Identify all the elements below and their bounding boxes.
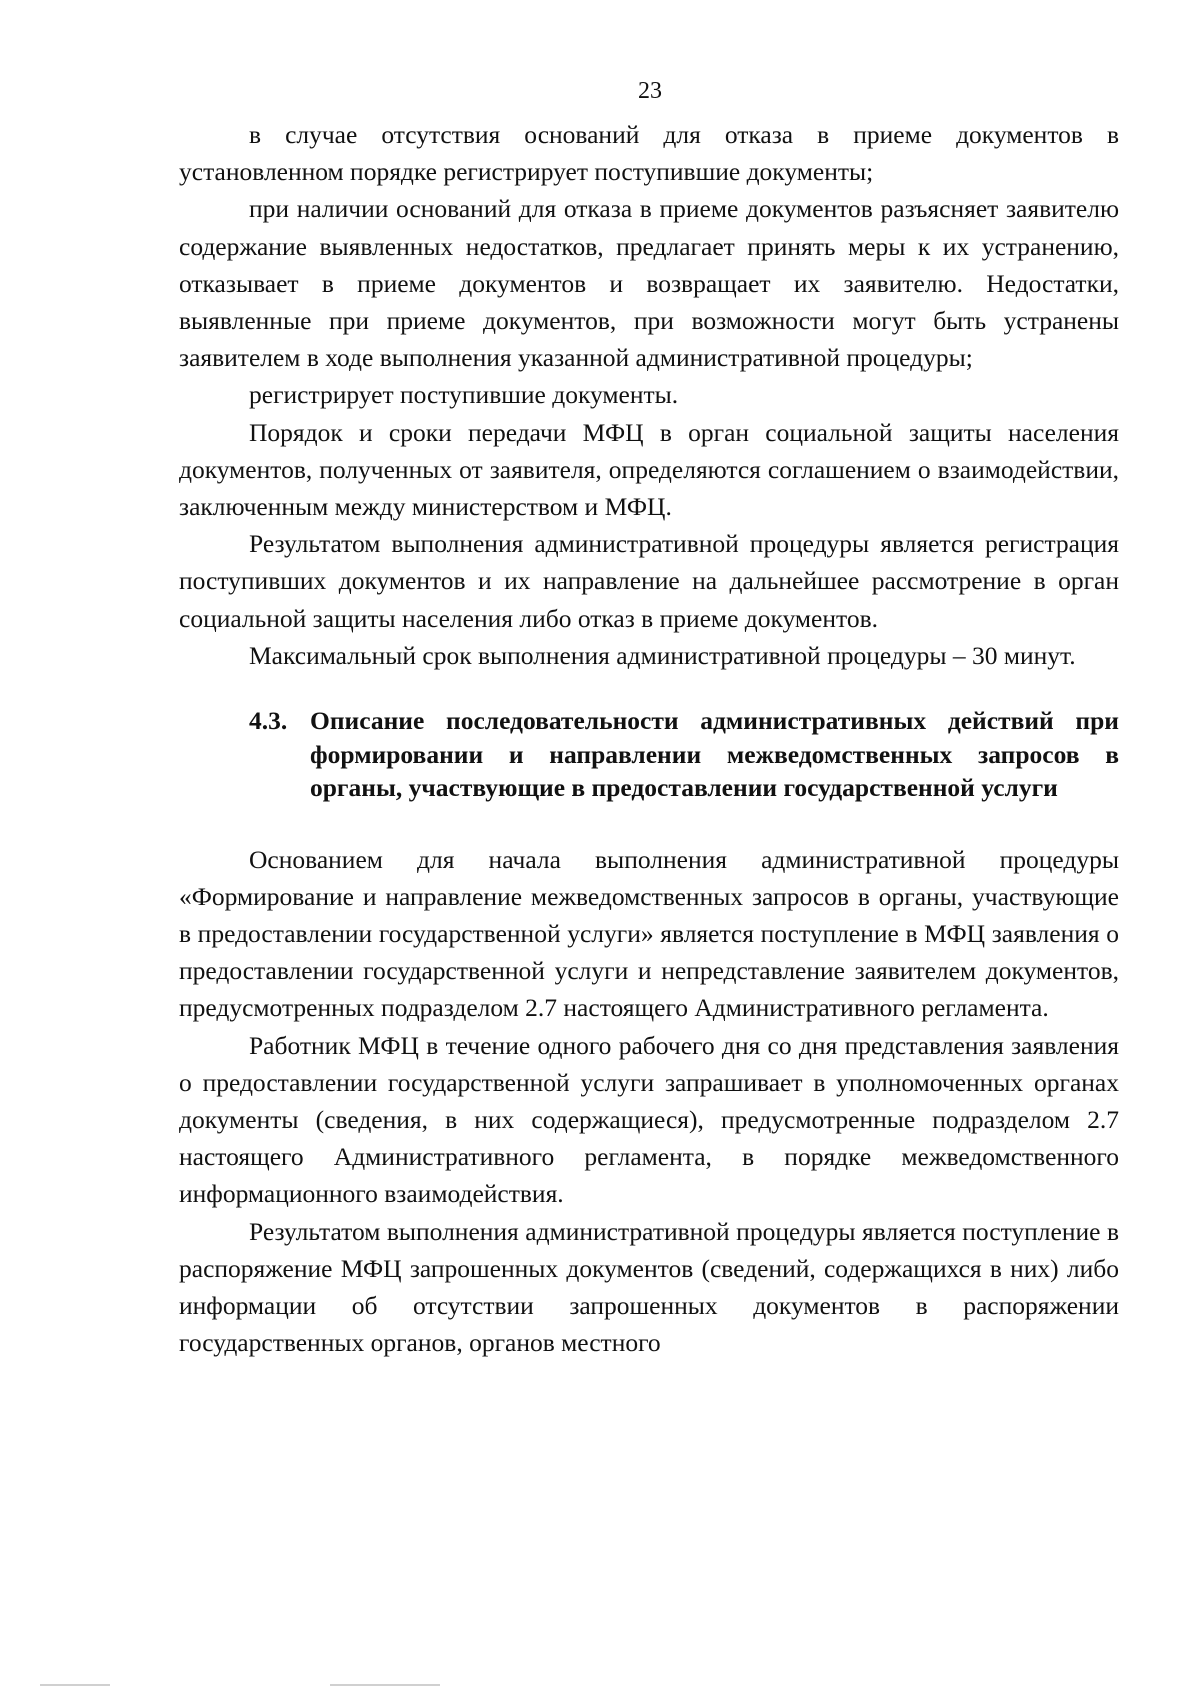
paragraph-refusal-absent: в случае отсутствия оснований для отказа в приеме документов в установленном порядке регистрирует поступившие документы; (179, 120, 1119, 187)
section-title: Описание последовательности административных действий при формировании и направлении межведомственных запросов в органы, участвующие в предоставлении государственной услуги (310, 706, 1119, 803)
section-heading (179, 704, 1119, 805)
section-number: 4.3. (249, 706, 288, 736)
paragraph-mfc-request: Работник МФЦ в течение одного рабочего дня со дня представления заявления о предоставлении государственной услуги запрашивает в уполномоченных органах документы (сведения, в них содержащиеся), предусмотренные подразделом 2.7 настоящего Административного регламента, в порядке межведомственного информационного взаимодействия. (179, 1030, 1119, 1209)
paragraph-procedure-result: Результатом выполнения административной процедуры является регистрация поступивших документов и их направление на дальнейшее рассмотрение в орган социальной защиты населения либо отказ в приеме документов. (179, 529, 1119, 633)
page-number: 23 (638, 78, 662, 104)
paragraph-registration: регистрирует поступившие документы. (249, 380, 679, 410)
document-body (179, 116, 1119, 1361)
paragraph-refusal-present: при наличии оснований для отказа в приеме документов разъясняет заявителю содержание выявленных недостатков, предлагает принять меры к их устранению, отказывает в приеме документов и возвращает их заявителю. Недостатки, выявленные при приеме документов, при возможности могут быть устранены заявителем в ходе выполнения указанной административной процедуры; (179, 194, 1119, 373)
paragraph-request-result: Результатом выполнения административной процедуры является поступление в распоряжение МФЦ запрошенных документов (сведений, содержащихся в них) либо информации об отсутствии запрошенных документов в распоряжении государственных органов, органов местного (179, 1216, 1119, 1358)
scan-artifact (330, 1684, 440, 1686)
paragraph-procedure-basis: Основанием для начала выполнения административной процедуры «Формирование и направление межведомственных запросов в органы, участвующие в предоставлении государственной услуги» является поступление в МФЦ заявления о предоставлении государственной услуги и непредставление заявителем документов, предусмотренных подразделом 2.7 настоящего Административного регламента. (179, 844, 1119, 1023)
paragraph-max-duration: Максимальный срок выполнения административной процедуры – 30 минут. (249, 640, 1076, 670)
scan-artifact (40, 1684, 110, 1686)
paragraph-transfer-order: Порядок и сроки передачи МФЦ в орган социальной защиты населения документов, полученных от заявителя, определяются соглашением о взаимодействии, заключенным между министерством и МФЦ. (179, 417, 1119, 522)
